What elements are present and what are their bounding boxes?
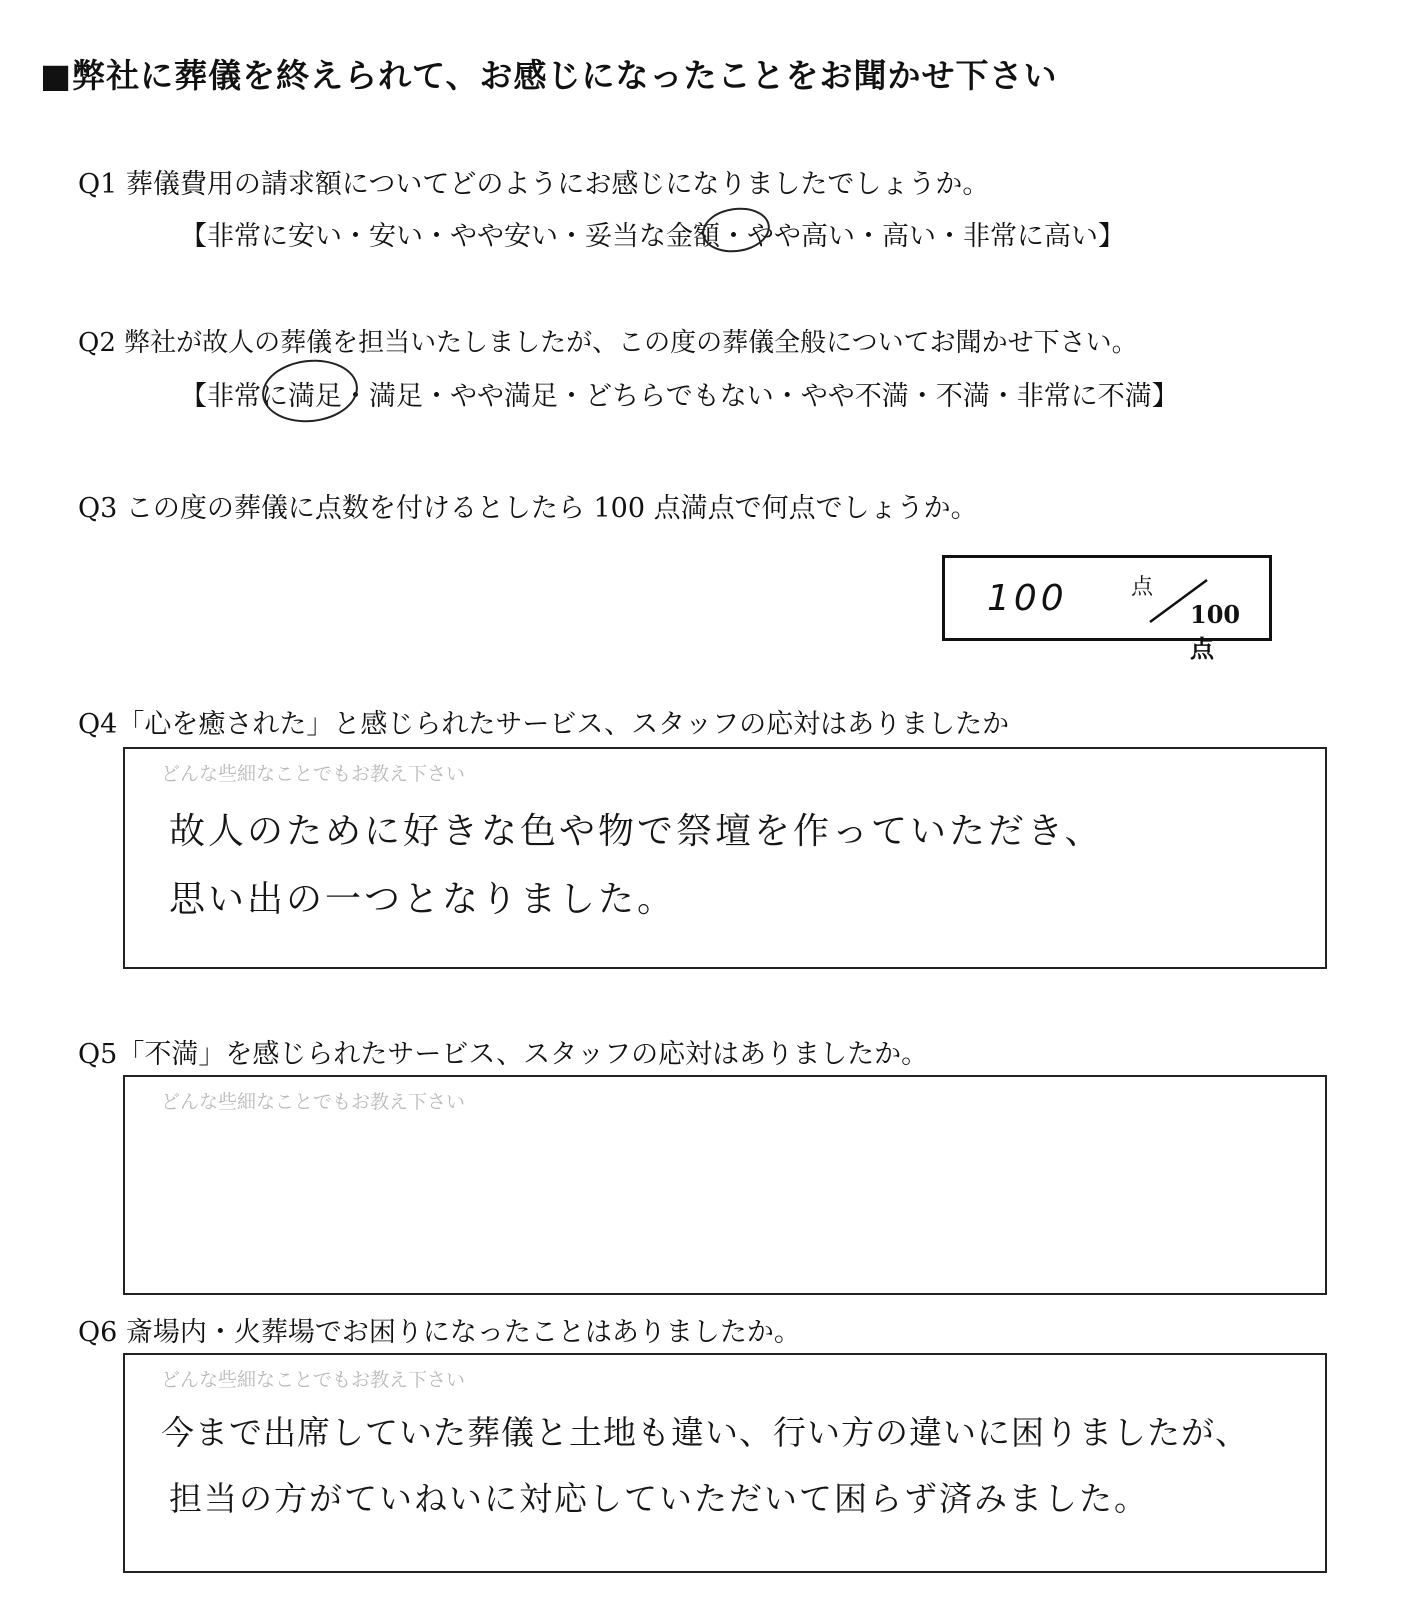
q1-question: Q1 葬儀費用の請求額についてどのようにお感じになりましたでしょうか。 (78, 169, 990, 200)
q6-answer-box (123, 1353, 1327, 1573)
q4-answer-line1: 故人のために好きな色や物で祭壇を作っていただき、 (169, 811, 1104, 852)
q1-options: 【非常に安い・安い・やや安い・妥当な金額・やや高い・高い・非常に高い】 (180, 221, 1125, 252)
q5-question: Q5「不満」を感じられたサービス、スタッフの応対はありましたか。 (78, 1039, 929, 1070)
q4-hint: どんな些細なことでもお教え下さい (161, 763, 466, 785)
q6-answer-line1: 今まで出席していた葬儀と土地も違い、行い方の違いに困りましたが、 (161, 1413, 1249, 1452)
q2-options: 【非常に満足・満足・やや満足・どちらでもない・やや不満・不満・非常に不満】 (180, 381, 1179, 412)
score-unit: 点 (1131, 575, 1154, 600)
survey-title: ■弊社に葬儀を終えられて、お感じになったことをお聞かせ下さい (40, 56, 1058, 95)
q6-question: Q6 斎場内・火葬場でお困りになったことはありましたか。 (78, 1317, 801, 1348)
q3-question: Q3 この度の葬儀に点数を付けるとしたら 100 点満点で何点でしょうか。 (78, 493, 978, 524)
score-box (942, 555, 1272, 663)
q2-question: Q2 弊社が故人の葬儀を担当いたしましたが、この度の葬儀全般についてお聞かせ下さい。 (78, 328, 1138, 358)
q5-answer-box (123, 1075, 1327, 1295)
q5-hint: どんな些細なことでもお教え下さい (161, 1091, 466, 1113)
q4-question: Q4「心を癒された」と感じられたサービス、スタッフの応対はありましたか (78, 709, 1010, 740)
q4-answer-box (123, 747, 1327, 969)
q2-selection-circle (259, 355, 361, 427)
q6-answer-line2: 担当の方がていねいに対応していただいて困らず済みました。 (169, 1479, 1149, 1518)
q6-hint: どんな些細なことでもお教え下さい (161, 1369, 466, 1391)
q4-answer-line2: 思い出の一つとなりました。 (169, 879, 677, 920)
score-max: 100 点 (1190, 600, 1241, 663)
score-value: 100 (987, 578, 1068, 619)
